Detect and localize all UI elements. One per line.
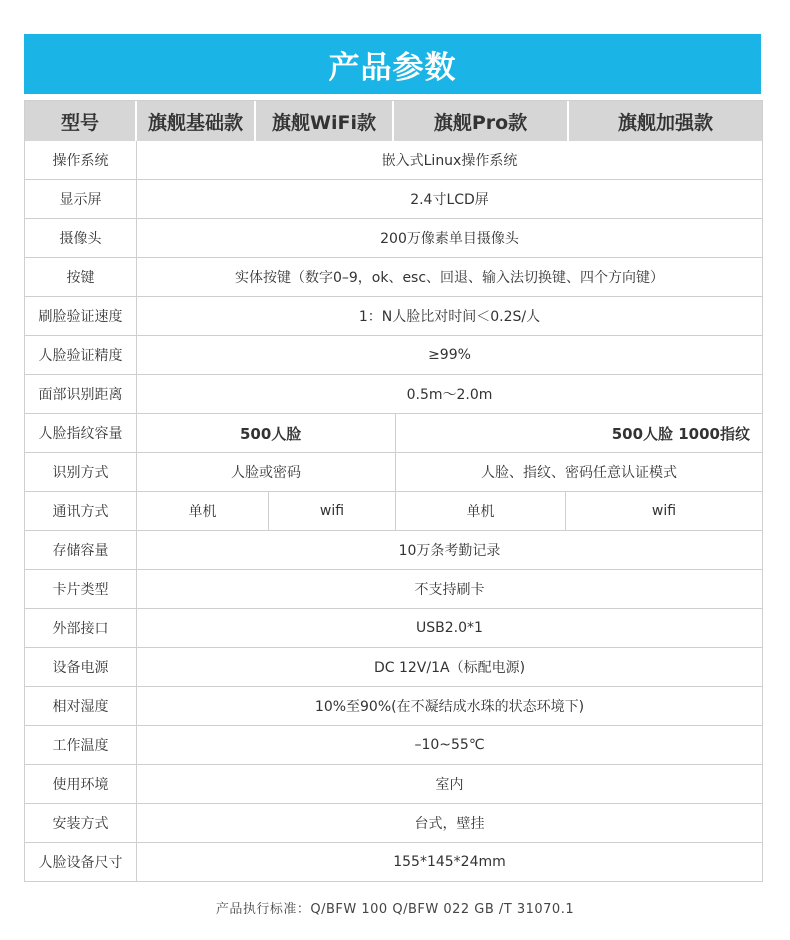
row-label: 人脸指纹容量 (25, 414, 137, 453)
table-header-row (25, 101, 763, 141)
comm-basic: 单机 (137, 492, 269, 531)
row-label: 人脸验证精度 (25, 336, 137, 375)
recognition-basic: 人脸或密码 (137, 453, 396, 492)
row-label: 人脸设备尺寸 (25, 843, 137, 882)
row-value: 2.4寸LCD屏 (137, 180, 763, 219)
table-row-comm (25, 492, 763, 531)
row-label: 显示屏 (25, 180, 137, 219)
row-value: USB2.0*1 (137, 609, 763, 648)
table-row (25, 336, 763, 375)
page-title: 产品参数 (24, 34, 761, 94)
table-row (25, 375, 763, 414)
comm-plus: wifi (566, 492, 763, 531)
header-plus: 旗舰加强款 (569, 101, 763, 141)
table-row (25, 609, 763, 648)
row-label: 按键 (25, 258, 137, 297)
row-value: –10~55℃ (137, 726, 763, 765)
row-value: 室内 (137, 765, 763, 804)
row-value: 0.5m～2.0m (137, 375, 763, 414)
row-value: 台式，壁挂 (137, 804, 763, 843)
header-model: 型号 (25, 101, 137, 141)
table-row (25, 804, 763, 843)
row-label: 设备电源 (25, 648, 137, 687)
comm-pro: 单机 (396, 492, 566, 531)
header-basic: 旗舰基础款 (137, 101, 256, 141)
row-value: ≥99% (137, 336, 763, 375)
row-label: 工作温度 (25, 726, 137, 765)
row-value: 1：N人脸比对时间＜0.2S/人 (137, 297, 763, 336)
table-row (25, 219, 763, 258)
row-label: 摄像头 (25, 219, 137, 258)
row-label: 外部接口 (25, 609, 137, 648)
table-row-capacity (25, 414, 763, 453)
row-label: 存储容量 (25, 531, 137, 570)
table-row (25, 570, 763, 609)
row-label: 使用环境 (25, 765, 137, 804)
table-row (25, 531, 763, 570)
capacity-pro: 500人脸 1000指纹 (396, 414, 763, 453)
row-label: 安装方式 (25, 804, 137, 843)
row-value: 10%至90%(在不凝结成水珠的状态环境下) (137, 687, 763, 726)
row-value: 实体按键（数字0–9，ok、esc、回退、输入法切换键、四个方向键） (137, 258, 763, 297)
row-value: 155*145*24mm (137, 843, 763, 882)
row-label: 操作系统 (25, 141, 137, 180)
row-label: 相对湿度 (25, 687, 137, 726)
table-row (25, 648, 763, 687)
row-label: 卡片类型 (25, 570, 137, 609)
spec-table (24, 100, 763, 882)
row-value: 10万条考勤记录 (137, 531, 763, 570)
table-row (25, 258, 763, 297)
table-row (25, 726, 763, 765)
standard-footnote: 产品执行标准：Q/BFW 100 Q/BFW 022 GB /T 31070.1 (215, 902, 575, 917)
recognition-pro: 人脸、指纹、密码任意认证模式 (396, 453, 763, 492)
table-row (25, 180, 763, 219)
capacity-basic: 500人脸 (137, 414, 396, 453)
row-value: 200万像素单目摄像头 (137, 219, 763, 258)
row-value: 不支持刷卡 (137, 570, 763, 609)
row-label: 识别方式 (25, 453, 137, 492)
table-row (25, 297, 763, 336)
row-label: 通讯方式 (25, 492, 137, 531)
header-pro: 旗舰Pro款 (394, 101, 569, 141)
table-row (25, 687, 763, 726)
comm-wifi: wifi (269, 492, 396, 531)
table-row (25, 843, 763, 882)
row-label: 刷脸验证速度 (25, 297, 137, 336)
table-row (25, 141, 763, 180)
table-row-recognition (25, 453, 763, 492)
row-label: 面部识别距离 (25, 375, 137, 414)
table-row (25, 765, 763, 804)
row-value: DC 12V/1A（标配电源) (137, 648, 763, 687)
header-wifi: 旗舰WiFi款 (256, 101, 394, 141)
row-value: 嵌入式Linux操作系统 (137, 141, 763, 180)
